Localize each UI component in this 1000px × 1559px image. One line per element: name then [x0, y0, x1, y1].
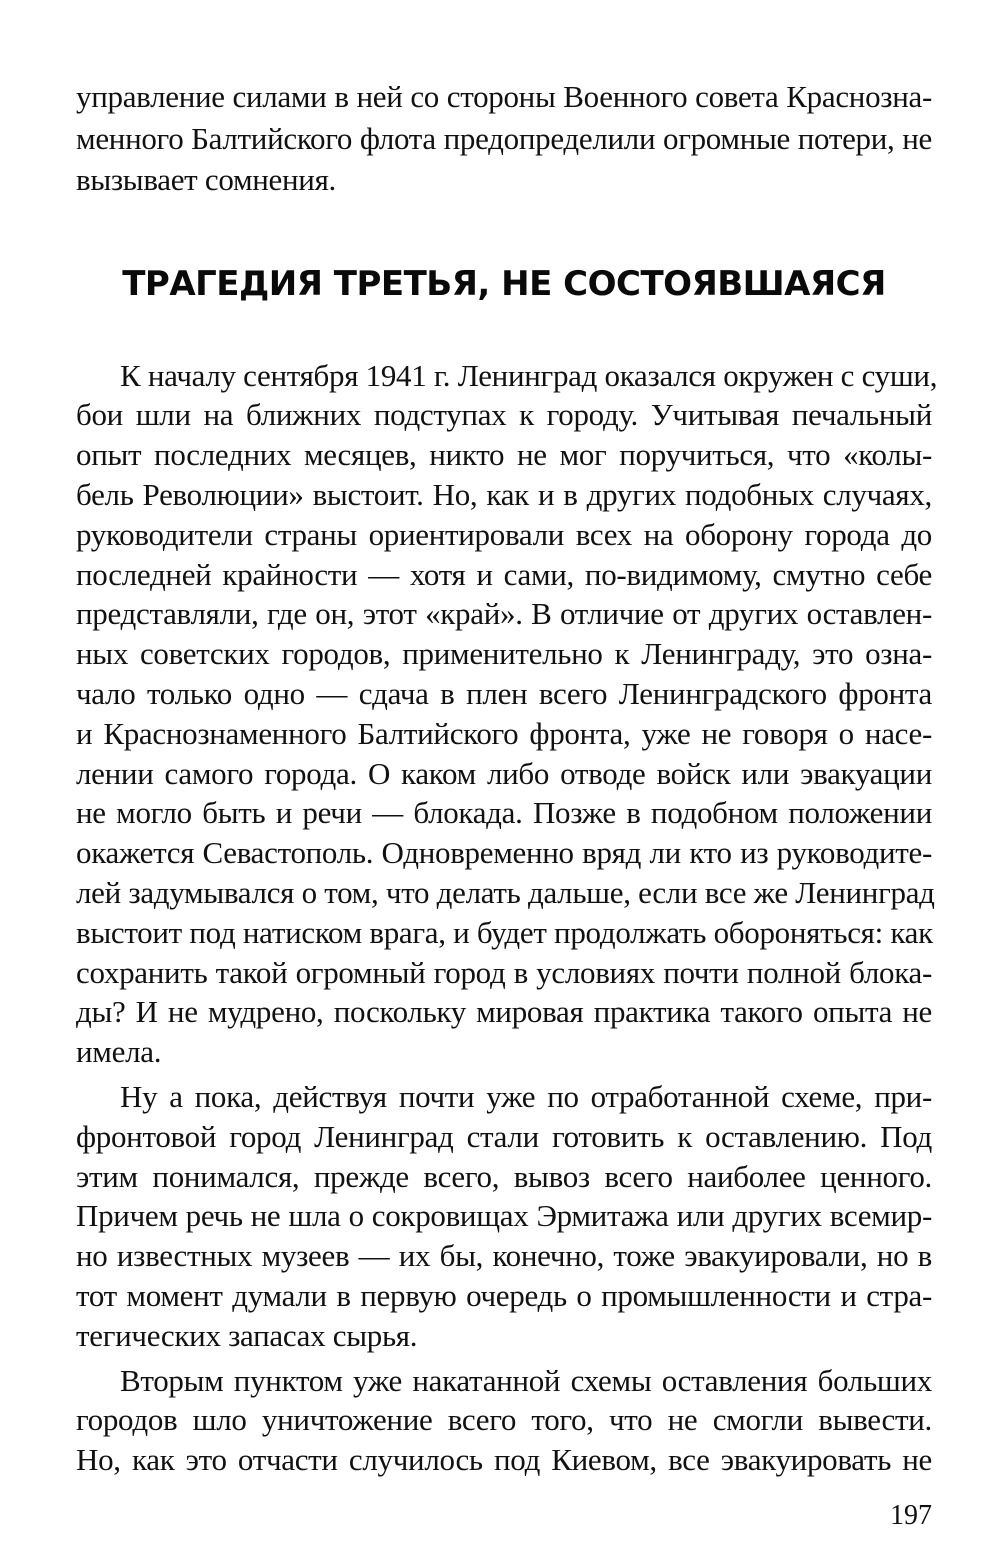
text-line: не могло быть и речи — блокада. Позже в подобном положении: [76, 795, 932, 830]
text-line: окажется Севастополь. Одновременно вряд ли кто из руководите-: [76, 835, 932, 870]
text-line: менного Балтийского флота предопределили огромные потери, не: [76, 121, 932, 156]
text-line: управление силами в ней со стороны Военного совета Краснозна-: [76, 79, 932, 114]
text-line: фронтовой город Ленинград стали готовить к оставлению. Под: [76, 1119, 932, 1154]
text-line: лей задумывался о том, что делать дальше, если все же Ленинград: [76, 875, 935, 910]
text-line: тегических запасах сырья.: [76, 1318, 418, 1353]
text-line: руководители страны ориентировали всех на оборону города до: [76, 517, 932, 552]
section-heading: ТРАГЕДИЯ ТРЕТЬЯ, НЕ СОСТОЯВШАЯСЯ: [122, 264, 886, 304]
text-line: К началу сентября 1941 г. Ленинград оказался окружен с суши,: [120, 358, 938, 393]
text-line: бель Революции» выстоит. Но, как и в других подобных случаях,: [76, 477, 932, 512]
text-line: ды? И не мудрено, поскольку мировая практика такого опыта не: [76, 994, 932, 1029]
text-line: Причем речь не шла о сокровищах Эрмитажа или других всемир-: [76, 1198, 932, 1233]
text-line: выстоит под натиском врага, и будет продолжать обороняться: как: [76, 915, 933, 950]
book-page: [76, 0, 938, 1559]
text-line: Вторым пунктом уже накатанной схемы оставления больших: [120, 1363, 932, 1398]
text-line: лении самого города. О каком либо отводе войск или эвакуации: [76, 756, 932, 791]
text-line: чало только одно — сдача в плен всего Ленинградского фронта: [76, 676, 932, 711]
text-line: Ну а пока, действуя почти уже по отработанной схеме, при-: [120, 1079, 932, 1114]
text-line: бои шли на ближних подступах к городу. Учитывая печальный: [76, 397, 932, 432]
text-line: и Краснознаменного Балтийского фронта, уже не говоря о насе-: [76, 716, 932, 751]
text-line: этим понимался, прежде всего, вывоз всего наиболее ценного.: [76, 1159, 932, 1194]
text-line: вызывает сомнения.: [76, 162, 337, 197]
text-line: Но, как это отчасти случилось под Киевом, все эвакуировать не: [76, 1442, 932, 1477]
text-line: последней крайности — хотя и сами, по-видимому, смутно себе: [76, 557, 932, 592]
text-line: городов шло уничтожение всего того, что не смогли вывести.: [76, 1402, 932, 1437]
text-line: представляли, где он, этот «край». В отличие от других оставлен-: [76, 596, 932, 631]
text-line: опыт последних месяцев, никто не мог поручиться, что «колы-: [76, 437, 932, 472]
text-line: имела.: [76, 1034, 162, 1069]
text-line: сохранить такой огромный город в условиях почти полной блока-: [76, 955, 932, 990]
page-number: 197: [890, 1500, 932, 1531]
text-line: но известных музеев — их бы, конечно, тоже эвакуировали, но в: [76, 1238, 932, 1273]
text-line: ных советских городов, применительно к Ленинграду, это озна-: [76, 636, 932, 671]
text-line: тот момент думали в первую очередь о промышленности и стра-: [76, 1278, 932, 1313]
